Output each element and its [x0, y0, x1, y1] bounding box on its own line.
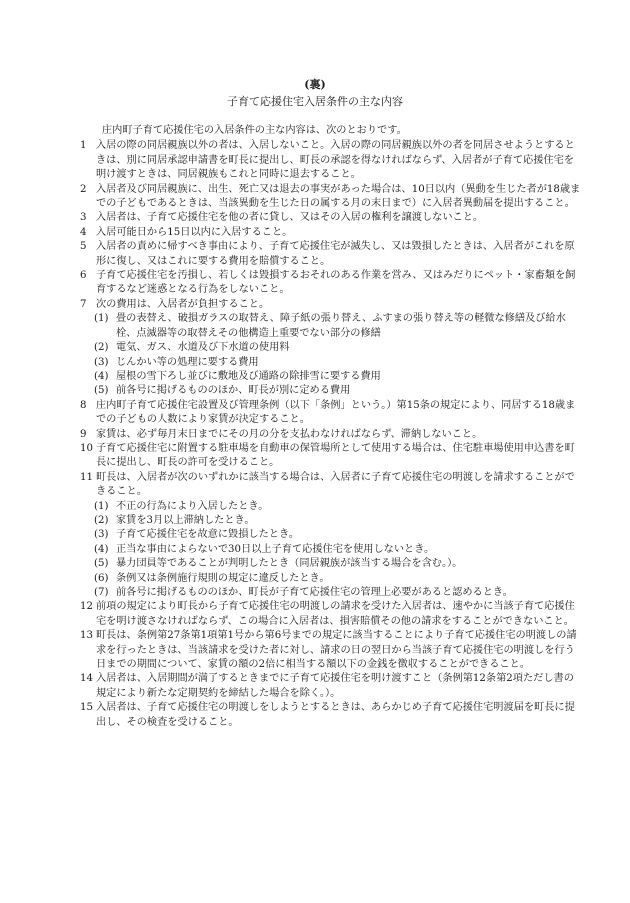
item-number: 12: [80, 601, 93, 613]
sub-text: 不正の行為により入居したとき。: [116, 500, 269, 512]
item-number: 4: [80, 226, 87, 238]
sub-number: (3): [94, 529, 109, 541]
item-text: 次の費用は、入居者が負担すること。: [96, 298, 270, 310]
sub-text: 暴力団員等であることが判明したとき（同居親族が該当する場合を含む。）。: [116, 558, 463, 570]
item-text: 家賃は、必ず毎月末日までにその月の分を支払わなければならず、滞納しないこと。: [96, 428, 483, 440]
sub-number: (7): [94, 587, 109, 598]
item-text: 入居者の責めに帰すべき事由により、子育て応援住宅が滅失し、又は毀損したときは、入居者がこれを原形に復し、又はこれに要する費用を賠償すること。: [96, 241, 575, 267]
item-number: 15: [80, 702, 93, 714]
sub-text: 家賃を3月以上滞納したとき。: [116, 514, 255, 526]
condition-item-9: [80, 428, 582, 442]
item-text: 入居者は、子育て応援住宅の明渡しをしようとするときは、あらかじめ子育て応援住宅明渡届を町長に提出し、その検査を受けること。: [96, 702, 575, 728]
condition-item-3: [80, 211, 582, 225]
condition-item-10: [80, 442, 582, 471]
sub-number: (1): [94, 313, 109, 325]
item-text: 入居者は、入居期間が満了するときまでに子育て応援住宅を明け渡すこと（条例第12条第2項ただし書の規定により新たな定期契約を締結した場合を除く。）。: [96, 673, 574, 699]
sub-text: 電気、ガス、水道及び下水道の使用料: [116, 342, 290, 354]
item7-sub-5: [80, 384, 582, 398]
sub-number: (4): [94, 543, 109, 555]
item-number: 13: [80, 630, 93, 642]
sub-number: (2): [94, 342, 109, 354]
condition-item-8: [80, 399, 582, 428]
item11-sub-2: [80, 514, 582, 528]
item-number: 3: [80, 212, 87, 224]
condition-item-12: [80, 600, 582, 629]
item-number: 7: [80, 298, 87, 310]
sub-text: 畳の表替え、破損ガラスの取替え、障子紙の張り替え、ふすまの張り替え等の軽微な修繕及び給水栓、点滅器等の取替えその他構造上重要でない部分の修繕: [116, 313, 566, 339]
item-text: 庄内町子育て応援住宅設置及び管理条例（以下「条例」という。）第15条の規定により、同居する18歳までの子どもの人数により家賃が決定すること。: [96, 399, 576, 426]
sub-text: 子育て応援住宅を故意に毀損したとき。: [116, 529, 299, 541]
item-number: 11: [80, 471, 93, 483]
item-text: 入居の際の同居親族以外の者は、入居しないこと。入居の際の同居親族以外の者を同居させようとするときは、別に同居承認申請書を町長に提出し、町長の承認を得なければならず、入居者が子育て応援住宅を明け渡すときは、同居親族もこれと同時に退去すること。: [96, 140, 575, 181]
sub-number: (1): [94, 500, 109, 512]
item-text: 町長は、条例第27条第1項第1号から第6号までの規定に該当することにより子育て応援住宅の明渡しの請求を行ったときは、当該請求を受けた者に対し、請求の日の翌日から当該子育て応援住宅の明渡しを行う日までの期間について、家賃の額の2倍に相当する額以下の金銭を徴収することができること。: [96, 630, 577, 671]
condition-item-1: [80, 139, 582, 182]
sub-text: 前各号に掲げるもののほか、町長が子育て応援住宅の管理上必要があると認めるとき。: [116, 587, 513, 598]
item7-sub-3: [80, 356, 582, 370]
condition-item-11: [80, 471, 582, 500]
item7-sublist: [80, 312, 582, 398]
item11-sub-1: [80, 500, 582, 514]
condition-item-14: [80, 672, 582, 701]
item11-sub-3: [80, 528, 582, 542]
condition-item-5: [80, 240, 582, 269]
item-number: 14: [80, 673, 93, 685]
sub-text: 正当な事由によらないで30日以上子育て応援住宅を使用しないとき。: [116, 543, 435, 555]
item-number: 6: [80, 270, 87, 282]
item-number: 5: [80, 241, 87, 253]
sub-number: (2): [94, 514, 109, 526]
sub-number: (5): [94, 385, 109, 397]
item-number: 8: [80, 399, 87, 411]
item-number: 2: [80, 183, 87, 195]
condition-item-13: [80, 629, 582, 672]
conditions-list-part-b: [80, 399, 582, 500]
document-body: [80, 124, 582, 730]
sub-number: (3): [94, 356, 109, 368]
sub-number: (5): [94, 558, 109, 570]
page-side-mark: (裏): [304, 78, 326, 91]
conditions-list-part-c: [80, 600, 582, 730]
item11-sublist: [80, 500, 582, 601]
item11-sub-6: [80, 572, 582, 586]
item-number: 10: [80, 442, 93, 454]
item11-sub-5: [80, 557, 582, 571]
document-title: 子育て応援住宅入居条件の主な内容: [227, 95, 403, 108]
item7-sub-4: [80, 370, 582, 384]
condition-item-6: [80, 269, 582, 298]
item-number: 9: [80, 428, 87, 440]
item11-sub-7: [80, 586, 582, 600]
item-text: 入居者及び同居親族に、出生、死亡又は退去の事実があった場合は、10日以内（異動を生じた者が18歳までの子どもであるときは、当該異動を生じた日の属する月の末日まで）に入居者異動届を提出すること。: [96, 183, 581, 210]
item-number: 1: [80, 140, 87, 152]
conditions-list-part-a: [80, 139, 582, 312]
sub-text: 条例又は条例施行規則の規定に違反したとき。: [116, 572, 330, 584]
item7-sub-2: [80, 341, 582, 355]
item-text: 子育て応援住宅に附置する駐車場を自動車の保管場所として使用する場合は、住宅駐車場使用申込書を町長に提出し、町長の許可を受けること。: [96, 442, 575, 469]
sub-text: 前各号に掲げるもののほか、町長が別に定める費用: [116, 385, 351, 397]
condition-item-4: [80, 226, 582, 240]
item-text: 前項の規定により町長から子育て応援住宅の明渡しの請求を受けた入居者は、速やかに当該子育て応援住宅を明け渡さなければならず、この場合に入居者は、損害賠償その他の請求をすることができないこと。: [96, 601, 575, 627]
condition-item-2: [80, 183, 582, 212]
sub-number: (6): [94, 572, 109, 584]
item-text: 子育て応援住宅を汚損し、若しくは毀損するおそれのある作業を営み、又はみだりにペット・家畜類を飼育するなど迷惑となる行為をしないこと。: [96, 270, 576, 296]
item-text: 入居者は、子育て応援住宅を他の者に貸し、又はその入居の権利を譲渡しないこと。: [96, 212, 484, 224]
condition-item-7: [80, 298, 582, 312]
item-text: 入居可能日から15日以内に入居すること。: [96, 226, 293, 238]
sub-text: じんかい等の処理に要する費用: [116, 356, 259, 368]
sub-text: 屋根の雪下ろし並びに敷地及び通路の除排雪に要する費用: [116, 370, 381, 382]
sub-number: (4): [94, 370, 109, 382]
item7-sub-1: [80, 312, 582, 341]
intro-paragraph: 庄内町子育て応援住宅の入居条件の主な内容は、次のとおりです。: [102, 125, 407, 136]
item-text: 町長は、入居者が次のいずれかに該当する場合は、入居者に子育て応援住宅の明渡しを請求することができること。: [96, 471, 575, 498]
item11-sub-4: [80, 543, 582, 557]
condition-item-15: [80, 701, 582, 730]
